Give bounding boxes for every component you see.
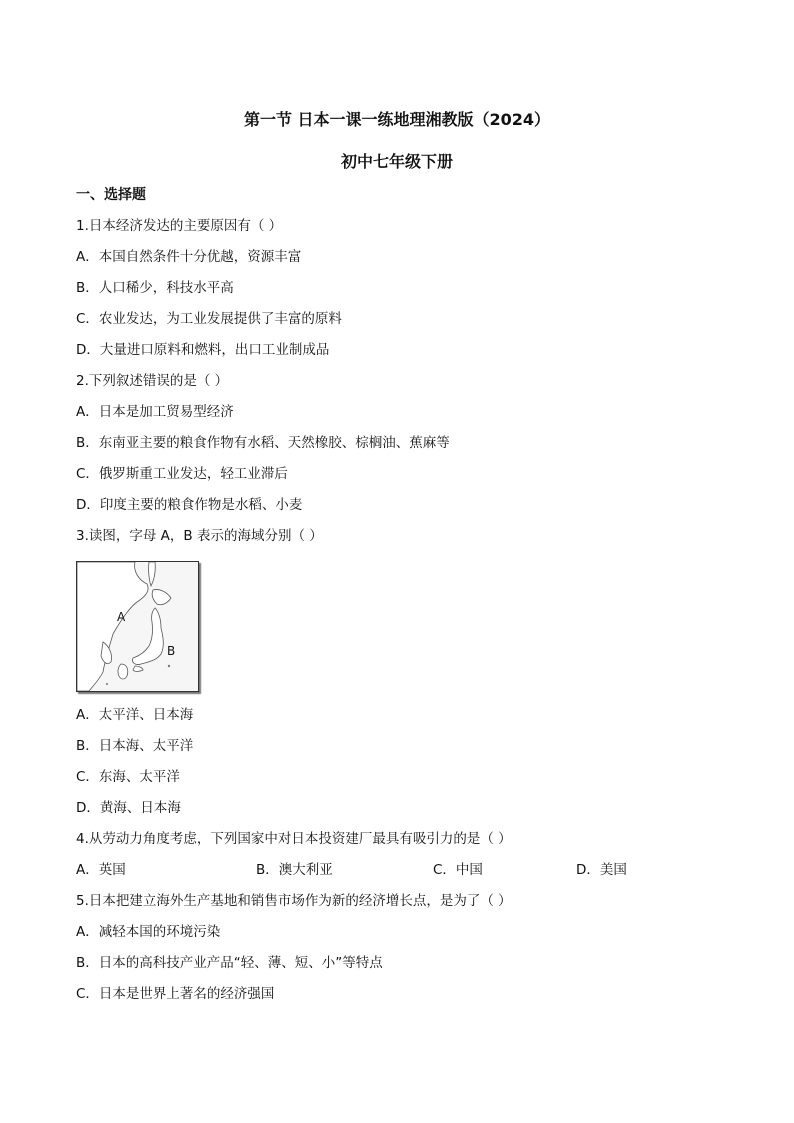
answer-option: B．东南亚主要的粮食作物有水稻、天然橡胶、棕榈油、蕉麻等 [76,435,450,451]
answer-option: D．大量进口原料和燃料，出口工业制成品 [76,342,330,358]
answer-option: A．本国自然条件十分优越，资源丰富 [76,249,302,265]
question-stem: 4.从劳动力角度考虑，下列国家中对日本投资建厂最具有吸引力的是（ ） [76,831,512,847]
question-stem: 2.下列叙述错误的是（ ） [76,373,229,389]
answer-option: A．太平洋、日本海 [76,707,194,723]
map-label-a: A [117,610,126,624]
question-stem: 5.日本把建立海外生产基地和销售市场作为新的经济增长点，是为了（ ） [76,893,512,909]
map-label-b: B [167,644,176,658]
answer-option: C．中国 [433,862,483,878]
answer-option: B．人口稀少，科技水平高 [76,280,234,296]
answer-option: D．印度主要的粮食作物是水稻、小麦 [76,497,303,513]
answer-option: A．英国 [76,862,126,878]
question-stem: 1.日本经济发达的主要原因有（ ） [76,218,283,234]
answer-option: D．黄海、日本海 [76,800,181,816]
section-heading: 一、选择题 [76,187,146,203]
answer-option: B．日本的高科技产业产品“轻、薄、短、小”等特点 [76,955,383,971]
answer-option: B．澳大利亚 [256,862,333,878]
japan-map-figure [76,561,199,692]
document-title: 第一节 日本一课一练地理湘教版（2024） [243,110,551,129]
answer-option: B．日本海、太平洋 [76,738,194,754]
answer-option: C．日本是世界上著名的经济强国 [76,986,275,1002]
answer-option: C．农业发达，为工业发展提供了丰富的原料 [76,311,342,327]
answer-option: A．减轻本国的环境污染 [76,924,221,940]
answer-option: C．俄罗斯重工业发达，轻工业滞后 [76,466,288,482]
answer-option: C．东海、太平洋 [76,769,180,785]
document-subtitle: 初中七年级下册 [340,152,453,171]
answer-option: D．美国 [576,862,627,878]
answer-option: A．日本是加工贸易型经济 [76,404,234,420]
question-stem: 3.读图，字母 A，B 表示的海域分别（ ） [76,528,323,544]
japan-map-drawing [77,562,198,691]
